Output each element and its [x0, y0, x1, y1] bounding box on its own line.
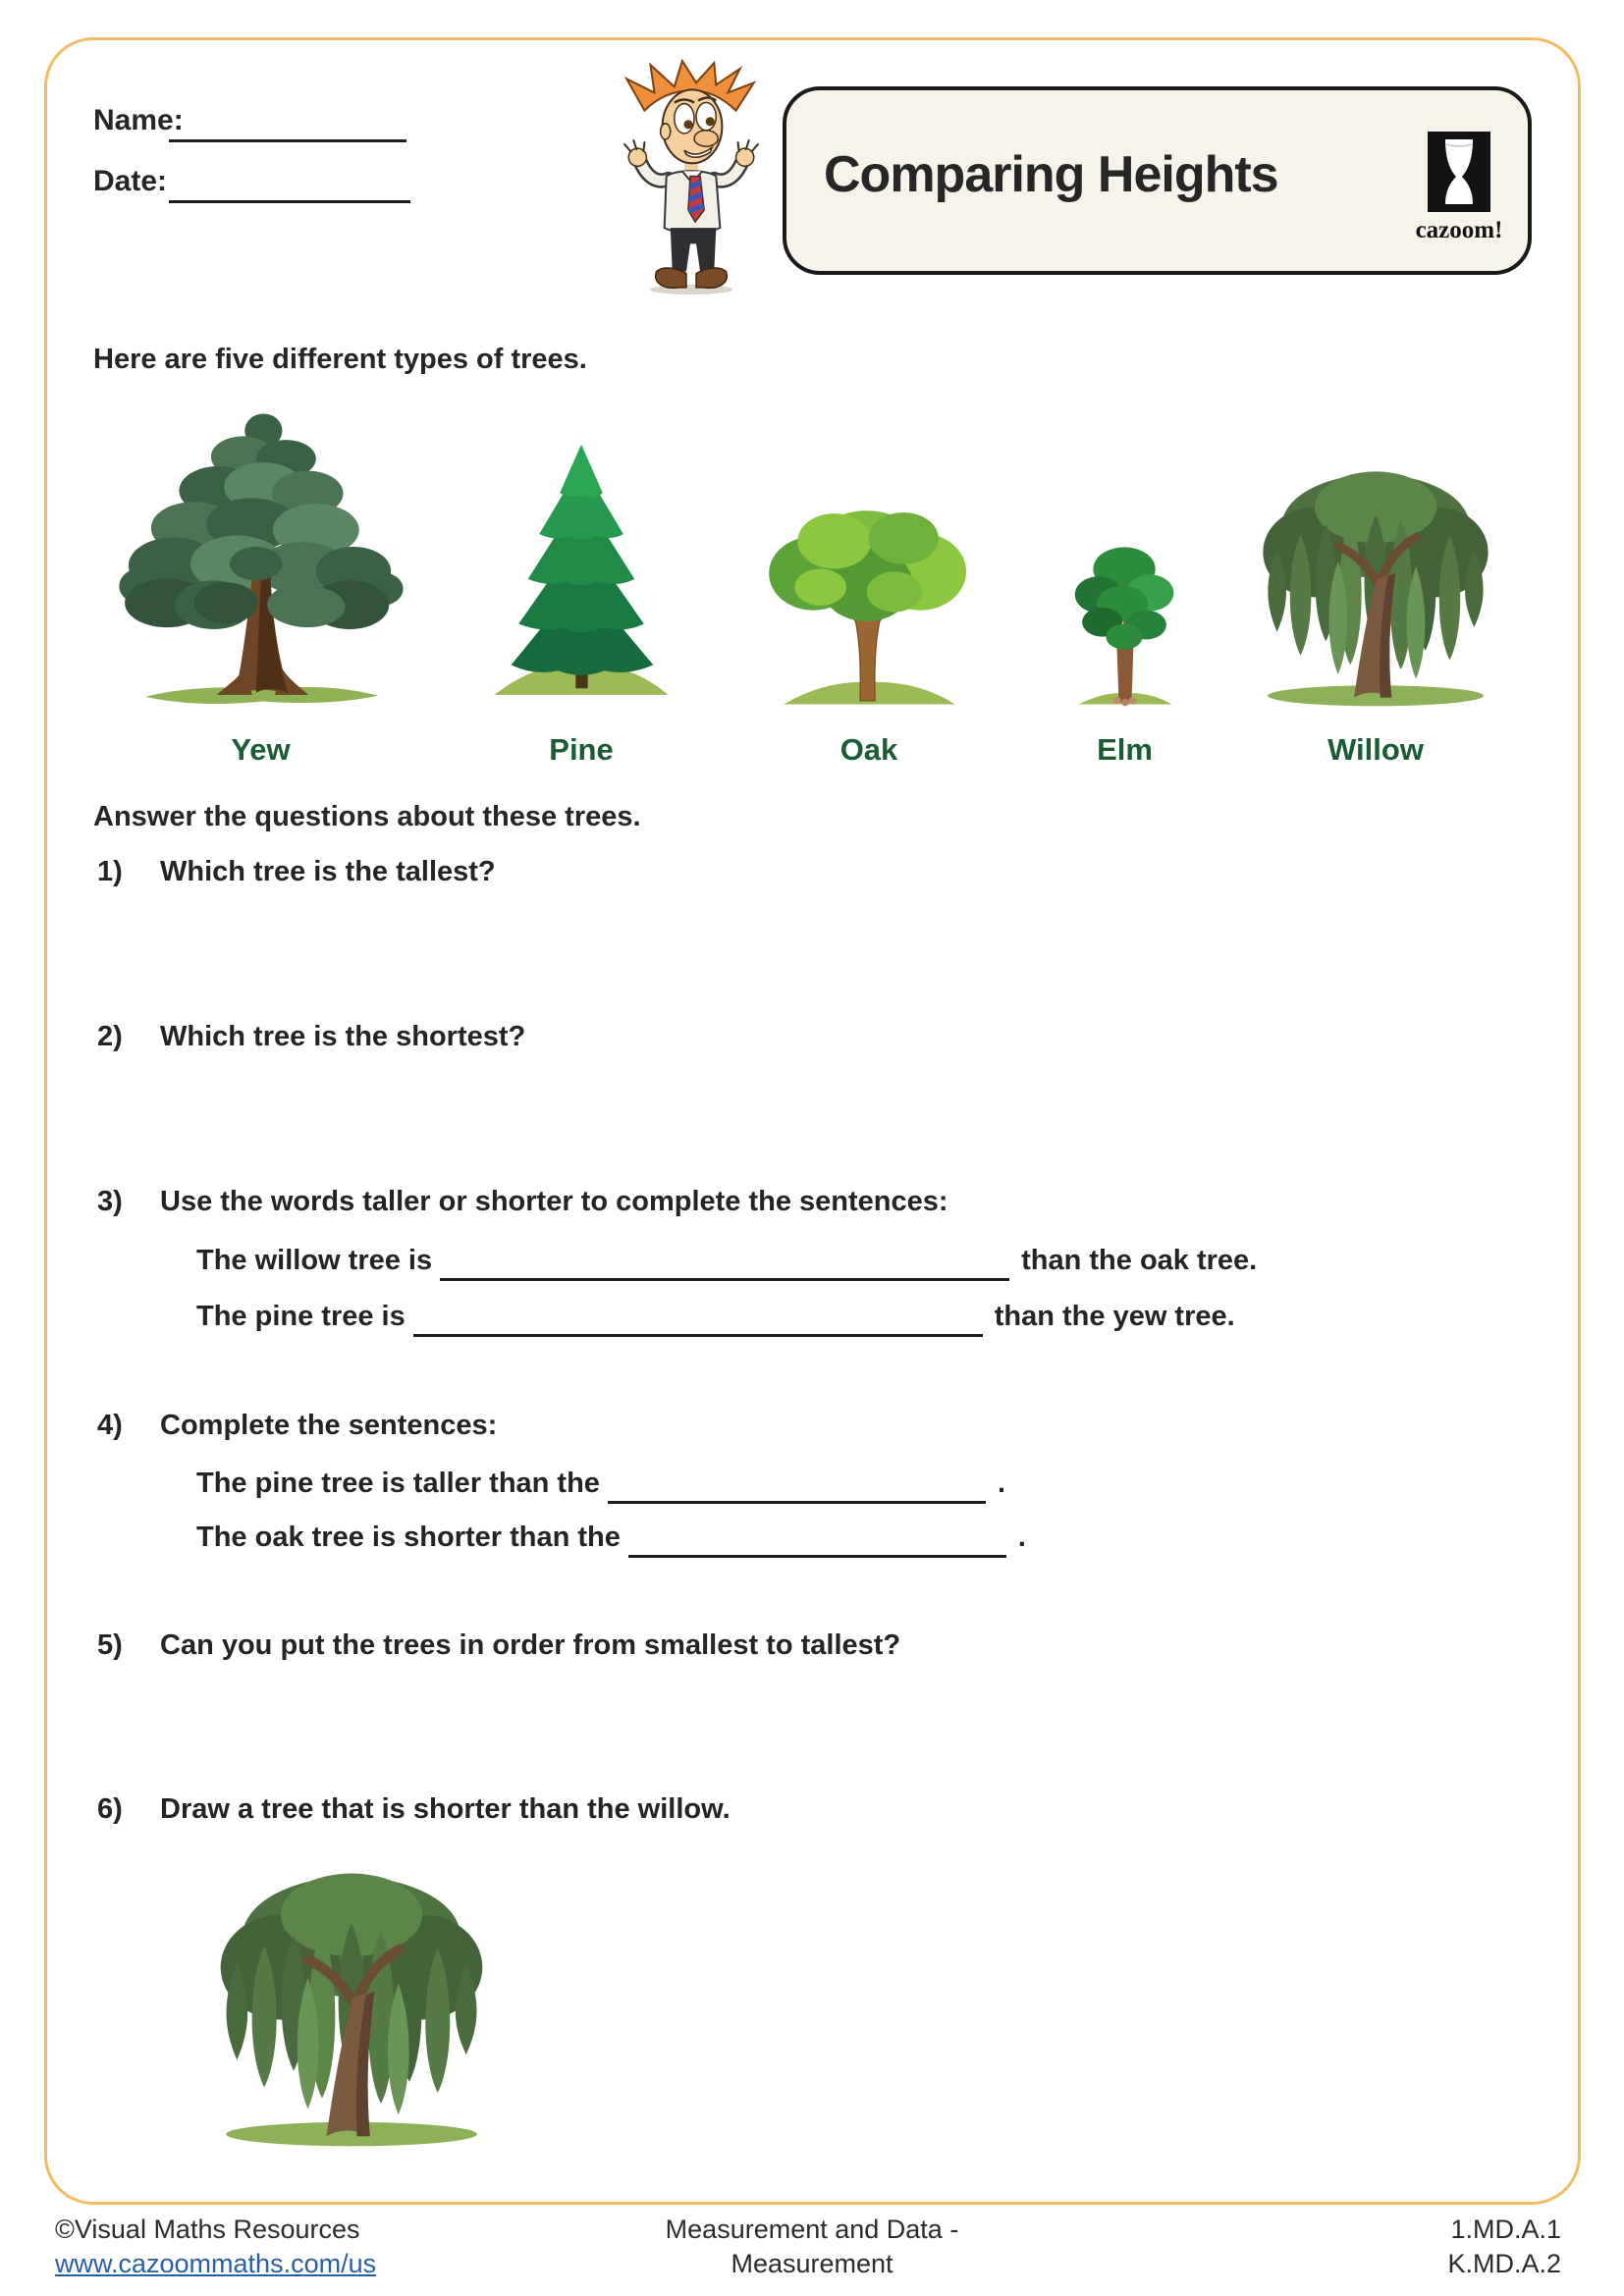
name-label: Name: [93, 104, 184, 136]
name-input-line[interactable] [169, 139, 406, 142]
answer-blank[interactable] [628, 1520, 1006, 1558]
question-5 [97, 1629, 900, 1662]
footer-category [0, 2213, 1624, 2281]
sentence-before: The pine tree is taller than the [196, 1468, 600, 1499]
date-input-line[interactable] [169, 200, 410, 203]
question-4-line-2 [196, 1520, 1026, 1558]
tree-label-elm: Elm [1097, 732, 1153, 767]
tree-elm-illustration [1058, 538, 1191, 712]
answer-prompt: Answer the questions about these trees. [93, 801, 641, 832]
question-6 [97, 1793, 731, 1826]
answer-blank[interactable] [608, 1466, 986, 1504]
tree-pine-illustration [483, 441, 679, 712]
question-3-line-1 [196, 1243, 1257, 1281]
sentence-after: than the oak tree. [1021, 1245, 1258, 1276]
title-box [783, 86, 1532, 275]
question-1 [97, 856, 496, 888]
cazoom-website-link[interactable]: www.cazoommaths.com/us [55, 2249, 377, 2278]
question-2 [97, 1021, 525, 1053]
sentence-after: . [1017, 1522, 1026, 1553]
intro-text: Here are five different types of trees. [93, 344, 587, 375]
sentence-after: . [997, 1468, 1005, 1499]
question-4 [97, 1410, 497, 1442]
answer-blank[interactable] [413, 1299, 983, 1337]
tree-yew-illustration [113, 402, 408, 712]
tree-willow-illustration [1249, 458, 1502, 712]
tree-label-willow: Willow [1327, 732, 1424, 767]
question-4-number: 4) [97, 1410, 123, 1441]
worksheet-title: Comparing Heights [824, 146, 1278, 203]
answer-blank[interactable] [440, 1243, 1009, 1281]
willow-reference-illustration [204, 1858, 499, 2153]
standard-code-1: 1.MD.A.1 [1450, 2215, 1561, 2244]
cazoom-logo [1410, 132, 1508, 251]
question-3-line-2 [196, 1299, 1235, 1337]
sentence-before: The pine tree is [196, 1301, 406, 1332]
tree-oak-illustration [756, 500, 982, 712]
question-2-text: Which tree is the shortest? [160, 1021, 526, 1052]
question-3-number: 3) [97, 1186, 123, 1217]
tree-label-yew: Yew [231, 732, 291, 767]
category-line-2: Measurement [731, 2249, 893, 2278]
question-4-text: Complete the sentences: [160, 1410, 498, 1441]
sentence-after: than the yew tree. [994, 1301, 1235, 1332]
question-1-text: Which tree is the tallest? [160, 856, 496, 887]
question-6-number: 6) [97, 1793, 123, 1825]
date-label: Date: [93, 165, 168, 197]
standard-code-2: K.MD.A.2 [1447, 2249, 1561, 2278]
question-1-number: 1) [97, 856, 123, 887]
question-3-text: Use the words taller or shorter to complete the sentences: [160, 1186, 948, 1217]
category-line-1: Measurement and Data - [665, 2215, 959, 2244]
cazoom-logo-text: cazoom! [1415, 217, 1503, 243]
copyright-text: ©Visual Maths Resources [55, 2215, 360, 2244]
question-5-number: 5) [97, 1629, 123, 1661]
question-3 [97, 1186, 948, 1218]
question-2-number: 2) [97, 1021, 123, 1052]
question-4-line-1 [196, 1466, 1005, 1504]
sentence-before: The willow tree is [196, 1245, 433, 1276]
sentence-before: The oak tree is shorter than the [196, 1522, 621, 1553]
tree-label-oak: Oak [839, 732, 898, 767]
tree-label-pine: Pine [549, 732, 614, 767]
question-5-text: Can you put the trees in order from smallest to tallest? [160, 1629, 901, 1661]
question-6-text: Draw a tree that is shorter than the willow. [160, 1793, 731, 1825]
footer-standards [1447, 2213, 1561, 2281]
mascot-illustration [617, 59, 766, 297]
